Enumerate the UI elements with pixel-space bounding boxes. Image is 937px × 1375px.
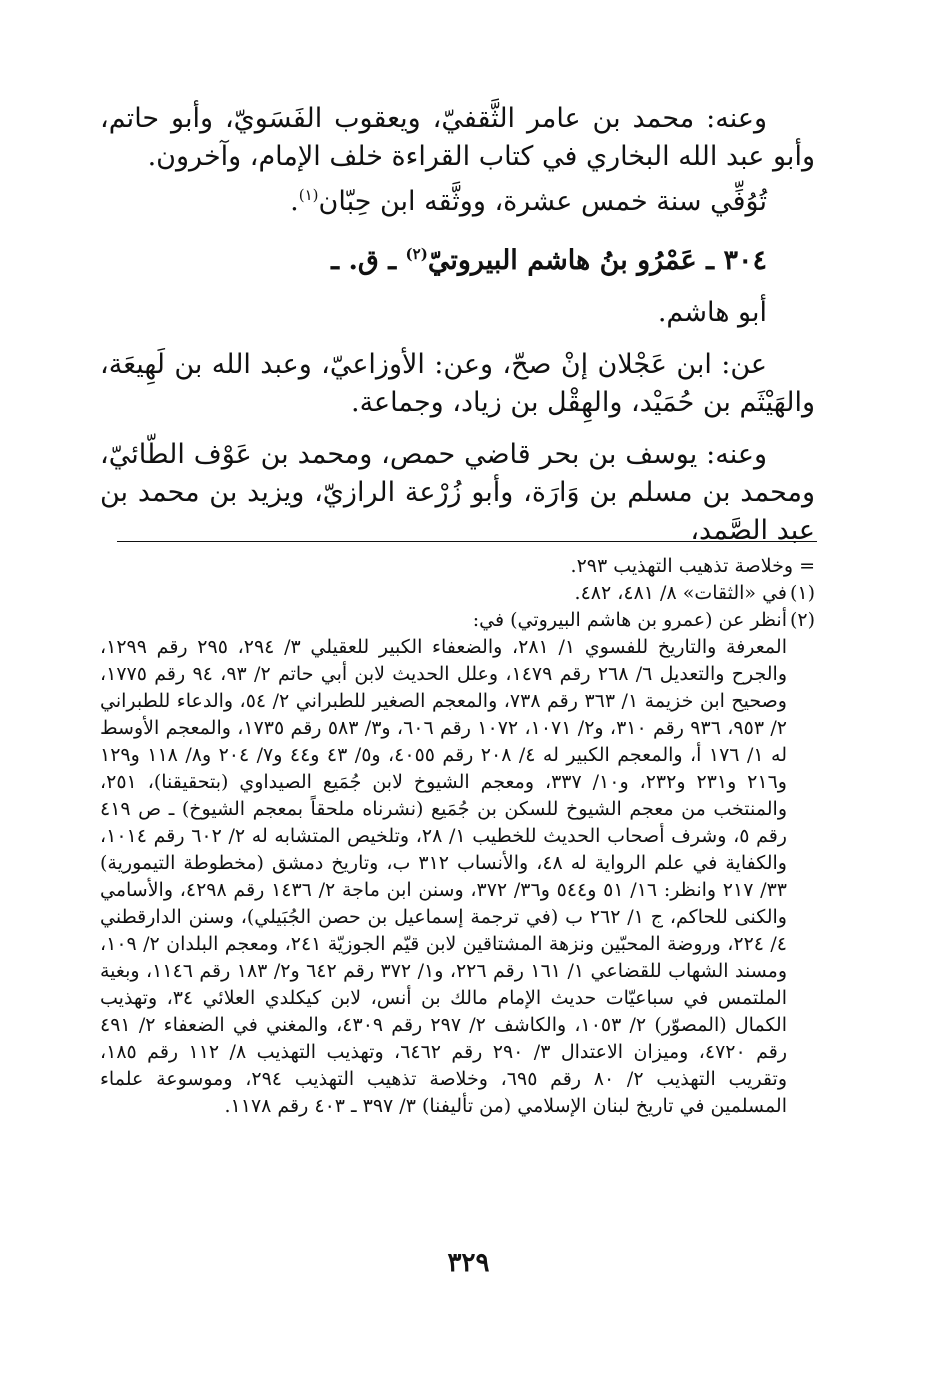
entry-sigla: ـ ق. ـ [331, 245, 406, 276]
paragraph-kunya: أبو هاشم. [657, 297, 767, 328]
footnote-ref-2[interactable]: (٢) [405, 245, 428, 263]
footnote-separator [117, 541, 817, 542]
students-line-2: البخاري في كتاب القراءة خلف الإمام، وآخرون. [147, 141, 670, 172]
footnote-1-number: (١) [789, 582, 815, 604]
students2-line-1: وعنه: يوسف بن بحر قاضي حمص، ومحمد بن عَوْف الطّائيّ، [100, 439, 767, 470]
paragraph-students-2 [100, 436, 815, 550]
teachers-line-2: والهَيْثَم بن حُمَيْد، والهِقْل بن زياد، وجماعة. [350, 387, 815, 418]
footnote-1-text: في «الثقات» ٨/ ٤٨١، ٤٨٢. [574, 582, 787, 604]
entry-title: ٣٠٤ ـ عَمْرُو بنُ هاشم البيروتيّ [427, 245, 767, 276]
footnote-2-number: (٢) [789, 609, 815, 631]
entry-heading [100, 235, 815, 280]
footnote-2-sources: المعرفة والتاريخ للفسوي ١/ ٢٨١، والضعفاء الكبير للعقيلي ٣/ ٢٩٤، ٢٩٥ رقم ١٢٩٩، والجرح والتعديل ٦/ ٢٦٨ رقم ١٤٧٩، وعلل الحديث لابن أبي حاتم ٢/ ٩٣، ٩٤ رقم ١٧٧٥، وصحيح ابن خزيمة ١/ ٣٦٣ رقم ٧٣٨، والمعجم الصغير للطبراني ٢/ ٥٤، والدعاء للطبراني ٢/ ٩٥٣، ٩٣٦ رقم ٣١٠، و٢/ ١٠٧١، ١٠٧٢ رقم ٦٠٦، و٣/ ٥٨٣ رقم ١٧٣٥، والمعجم الأوسط له ١/ ١٧٦ أ، والمعجم الكبير له ٤/ ٢٠٨ رقم ٤٠٥٥، و٥/ ٤٣ و٤٤ و٧/ ٢٠٤ و٨/ ١١٨ و١٢٩ و٢١٦ و٢٣١ و٢٣٢، و١٠/ ٣٣٧، ومعجم الشيوخ لابن جُمَيع الصيداوي (بتحقيقنا)، ٢٥١، والمنتخب من معجم الشيوخ للسكن بن جُمَيع (نشرناه ملحقاً بمعجم الشيوخ) ـ ص ٤١٩ رقم ٥، وشرف أصحاب الحديث للخطيب ١/ ٢٨، وتلخيص المتشابه له ٢/ ٦٠٢ رقم ١٠١٤، والكفاية في علم الرواية له ٤٨، والأنساب ٣١٢ ب، وتاريخ دمشق (مخطوطة التيمورية) ٣٣/ ٢١٧ وانظر: ١٦/ ٥١ و٥٤٤ و٣٦/ ٣٧٢، وسنن ابن ماجة ٢/ ١٤٣٦ رقم ٤٢٩٨، والأسامي والكنى للحاكم، ج ١/ ٢٦٢ ب (في ترجمة إسماعيل بن حصن الجُبَيلي)، وسنن الدارقطني ٤/ ٢٢٤، وروضة المحبّين ونزهة المشتاقين لابن قيّم الجوزيّة ٢٤١، ومعجم البلدان ٢/ ١٠٩، ومسند الشهاب للقضاعي ١/ ١٦١ رقم ٢٢٦، و١/ ٣٧٢ رقم ٦٤٢ و٢/ ١٨٣ رقم ١١٤٦، وبغية الملتمس في سباعيّات حديث الإمام مالك بن أنس، لابن كيكلدي العلائي ٣٤، وتهذيب الكمال (المصوّر) ٢/ ١٠٥٣، والكاشف ٢/ ٢٩٧ رقم ٤٣٠٩، والمغني في الضعفاء ٢/ ٤٩١ رقم ٤٧٢٠، وميزان الاعتدال ٣/ ٢٩٠ رقم ٦٤٦٢، وتهذيب التهذيب ٨/ ١١٢ رقم ١٨٥، وتقريب التهذيب ٢/ ٨٠ رقم ٦٩٥، وخلاصة تذهيب التهذيب ٢٩٤، وموسوعة علماء المسلمين في تاريخ لبنان الإسلامي (من تأليفنا) ٣/ ٣٩٧ ـ ٤٠٣ رقم ١١٧٨. [100, 636, 788, 1117]
footnote-2 [100, 607, 815, 634]
footnote-1 [100, 580, 815, 607]
footnotes [100, 553, 815, 1120]
paragraph-students [100, 100, 815, 176]
students-line-1: وعنه: محمد بن عامر الثَّقفيّ، ويعقوب الفَسَويّ، وأبو حاتم، وأبو عبد الله [100, 103, 815, 172]
teachers-line-1: عن: ابن عَجْلان إنْ صحّ، وعن: الأوزاعيّ، وعبد الله بن لَهِيعَة، [100, 349, 767, 380]
footnote-2-intro: أنظر عن (عمرو بن هاشم البيروتي) في: [472, 609, 787, 631]
death-text: تُوُفِّي سنة خمس عشرة، ووثَّقه ابن حِبّان [318, 186, 767, 217]
death-end: . [290, 186, 299, 217]
footnote-ref-1[interactable]: (١) [298, 186, 319, 204]
footnote-continuation: = وخلاصة تذهيب التهذيب ٢٩٣. [570, 555, 815, 577]
paragraph-death [100, 176, 815, 221]
students2-line-2: ومحمد بن مسلم بن وَارَة، وأبو زُرْعة الرازيّ، ويزيد بن محمد بن عبد الصَّمد، [100, 477, 815, 546]
page-number: ٣٢٩ [447, 1248, 490, 1278]
paragraph-teachers [100, 346, 815, 422]
main-text [100, 100, 815, 550]
